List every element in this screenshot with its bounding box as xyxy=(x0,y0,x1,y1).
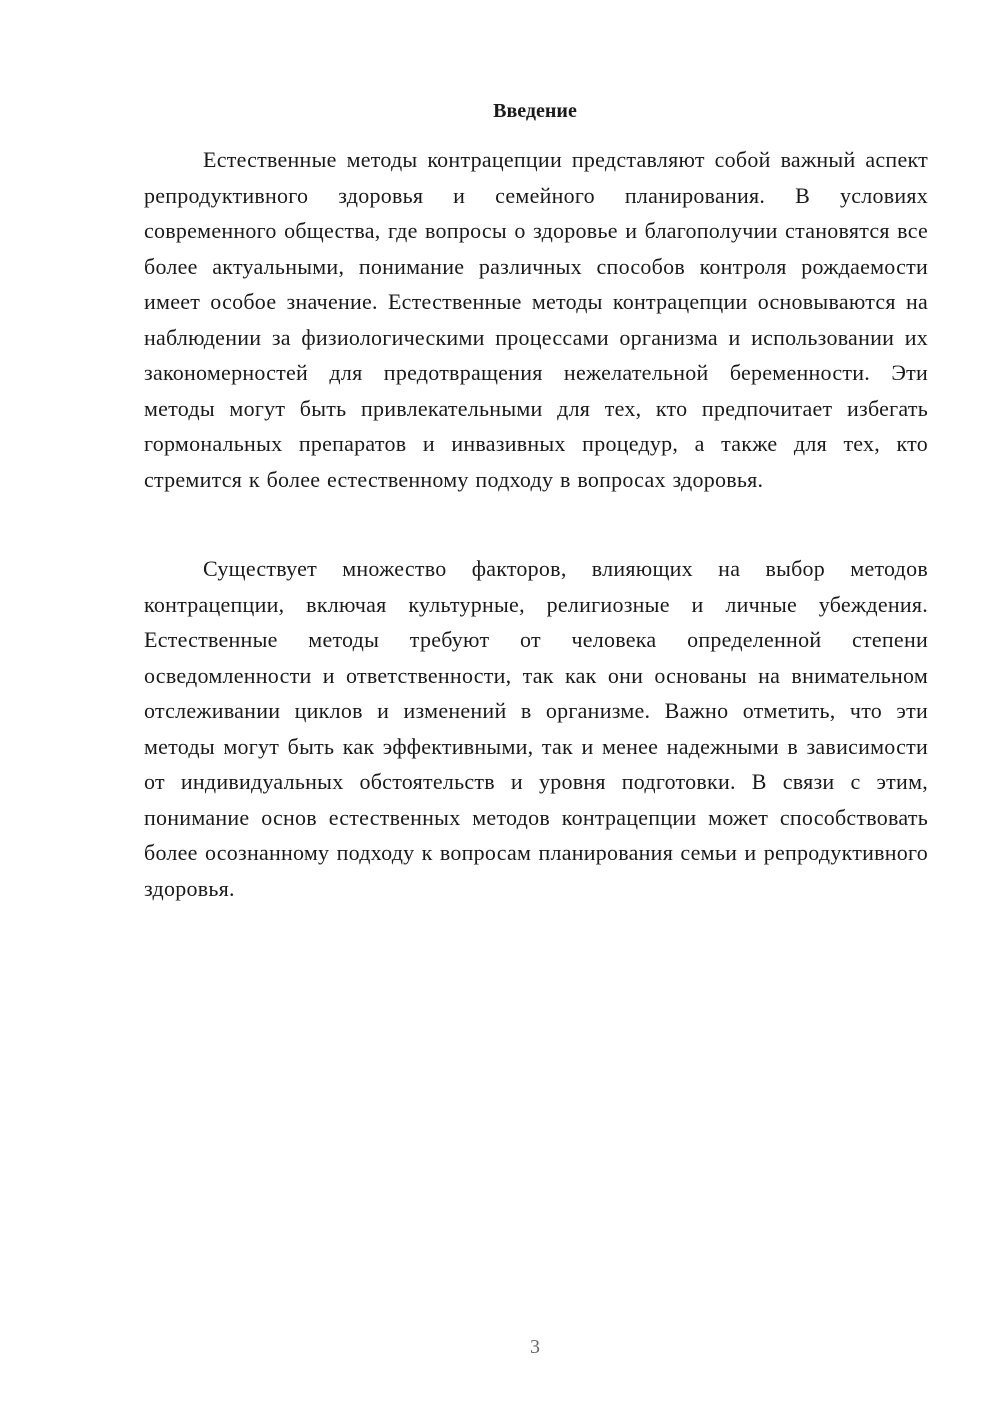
intro-paragraph-2: Существует множество факторов, влияющих на выбор методов контрацепции, включая культурные, религиозные и личные убеждения. Естественные методы требуют от человека определенной степени осведомленности и ответственности, так как они основаны на внимательном отслеживании циклов и изменений в организме. Важно отметить, что эти методы могут быть как эффективными, так и менее надежными в зависимости от индивидуальных обстоятельств и уровня подготовки. В связи с этим, понимание основ естественных методов контрацепции может способствовать более осознанному подходу к вопросам планирования семьи и репродуктивного здоровья. xyxy=(144,556,928,901)
page-number: 3 xyxy=(530,1336,540,1358)
intro-paragraph-1: Естественные методы контрацепции представляют собой важный аспект репродуктивного здоровья и семейного планирования. В условиях современного общества, где вопросы о здоровье и благополучии становятся все более актуальными, понимание различных способов контроля рождаемости имеет особое значение. Естественные методы контрацепции основываются на наблюдении за физиологическими процессами организма и использовании их закономерностей для предотвращения нежелательной беременности. Эти методы могут быть привлекательными для тех, кто предпочитает избегать гормональных препаратов и инвазивных процедур, а также для тех, кто стремится к более естественному подходу в вопросах здоровья. xyxy=(144,147,928,492)
section-title: Введение xyxy=(493,100,577,122)
